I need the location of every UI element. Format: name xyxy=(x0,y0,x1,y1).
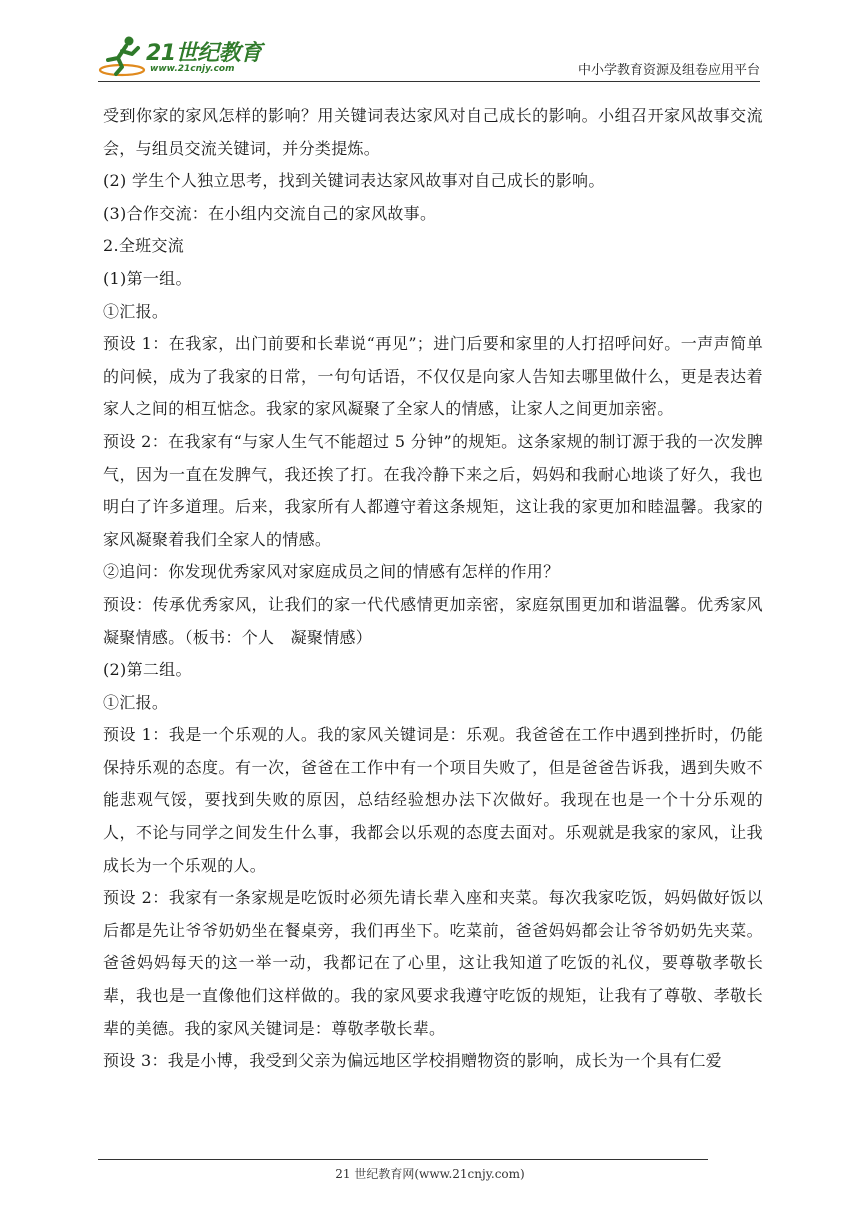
footer-divider xyxy=(98,1159,708,1160)
paragraph: 预设：传承优秀家风，让我们的家一代代感情更加亲密，家庭氛围更加和谐温馨。优秀家风凝聚情感。（板书：个人 凝聚情感） xyxy=(103,594,763,647)
page-header xyxy=(98,30,760,82)
paragraph: (2) 学生个人独立思考，找到关键词表达家风故事对自己成长的影响。 xyxy=(103,171,605,191)
header-platform-name: 中小学教育资源及组卷应用平台 xyxy=(577,63,760,78)
logo-url: www.21cnjy.com xyxy=(150,64,235,74)
section-heading: 2.全班交流 xyxy=(103,236,185,256)
subsection-heading: (1)第一组。 xyxy=(103,268,192,288)
paragraph: 预设 1：在我家，出门前要和长辈说“再见”；进门后要和家里的人打招呼问好。一声声简单的问候，成为了我家的日常，一句句话语，不仅仅是向家人告知去哪里做什么，更是表达着家人之间的相互惦念。我家的家风凝聚了全家人的情感，让家人之间更加亲密。 xyxy=(103,334,763,419)
paragraph: 预设 2：我家有一条家规是吃饭时必须先请长辈入座和夹菜。每次我家吃饭，妈妈做好饭以后都是先让爷爷奶奶坐在餐桌旁，我们再坐下。吃菜前，爸爸妈妈都会让爷爷奶奶先夹菜。爸爸妈妈每天的这一举一动，我都记在了心里，这让我知道了吃饭的礼仪，要尊敬孝敬长辈，我也是一直像他们这样做的。我的家风要求我遵守吃饭的规矩，让我有了尊敬、孝敬长辈的美德。我的家风关键词是：尊敬孝敬长辈。 xyxy=(103,888,763,1038)
paragraph: 预设 3：我是小博，我受到父亲为偏远地区学校捐赠物资的影响，成长为一个具有仁爱 xyxy=(103,1051,722,1071)
page-footer[interactable]: 21 世纪教育网(www.21cnjy.com) xyxy=(335,1167,525,1181)
paragraph: 受到你家的家风怎样的影响？用关键词表达家风对自己成长的影响。小组召开家风故事交流会，与组员交流关键词，并分类提炼。 xyxy=(103,106,763,158)
paragraph: ①汇报。 xyxy=(103,692,169,712)
header-divider xyxy=(98,81,760,82)
paragraph: ②追问：你发现优秀家风对家庭成员之间的情感有怎样的作用？ xyxy=(103,562,560,582)
paragraph: 预设 1：我是一个乐观的人。我的家风关键词是：乐观。我爸爸在工作中遇到挫折时，仍能保持乐观的态度。有一次，爸爸在工作中有一个项目失败了，但是爸爸告诉我，遇到失败不能悲观气馁，要找到失败的原因，总结经验想办法下次做好。我现在也是一个十分乐观的人，不论与同学之间发生什么事，我都会以乐观的态度去面对。乐观就是我家的家风，让我成长为一个乐观的人。 xyxy=(103,725,763,875)
document-body xyxy=(103,100,763,1078)
runner-logo-icon xyxy=(98,34,148,78)
logo-text: 21世纪教育 xyxy=(146,41,262,66)
subsection-heading: (2)第二组。 xyxy=(103,660,192,680)
paragraph: (3)合作交流：在小组内交流自己的家风故事。 xyxy=(103,203,437,223)
site-logo[interactable] xyxy=(98,34,268,80)
paragraph: 预设 2：在我家有“与家人生气不能超过 5 分钟”的规矩。这条家规的制订源于我的一次发脾气，因为一直在发脾气，我还挨了打。在我冷静下来之后，妈妈和我耐心地谈了好久，我也明白了许多道理。后来，我家所有人都遵守着这条规矩，这让我的家更加和睦温馨。我家的家风凝聚着我们全家人的情感。 xyxy=(103,431,763,549)
paragraph: ①汇报。 xyxy=(103,301,169,321)
